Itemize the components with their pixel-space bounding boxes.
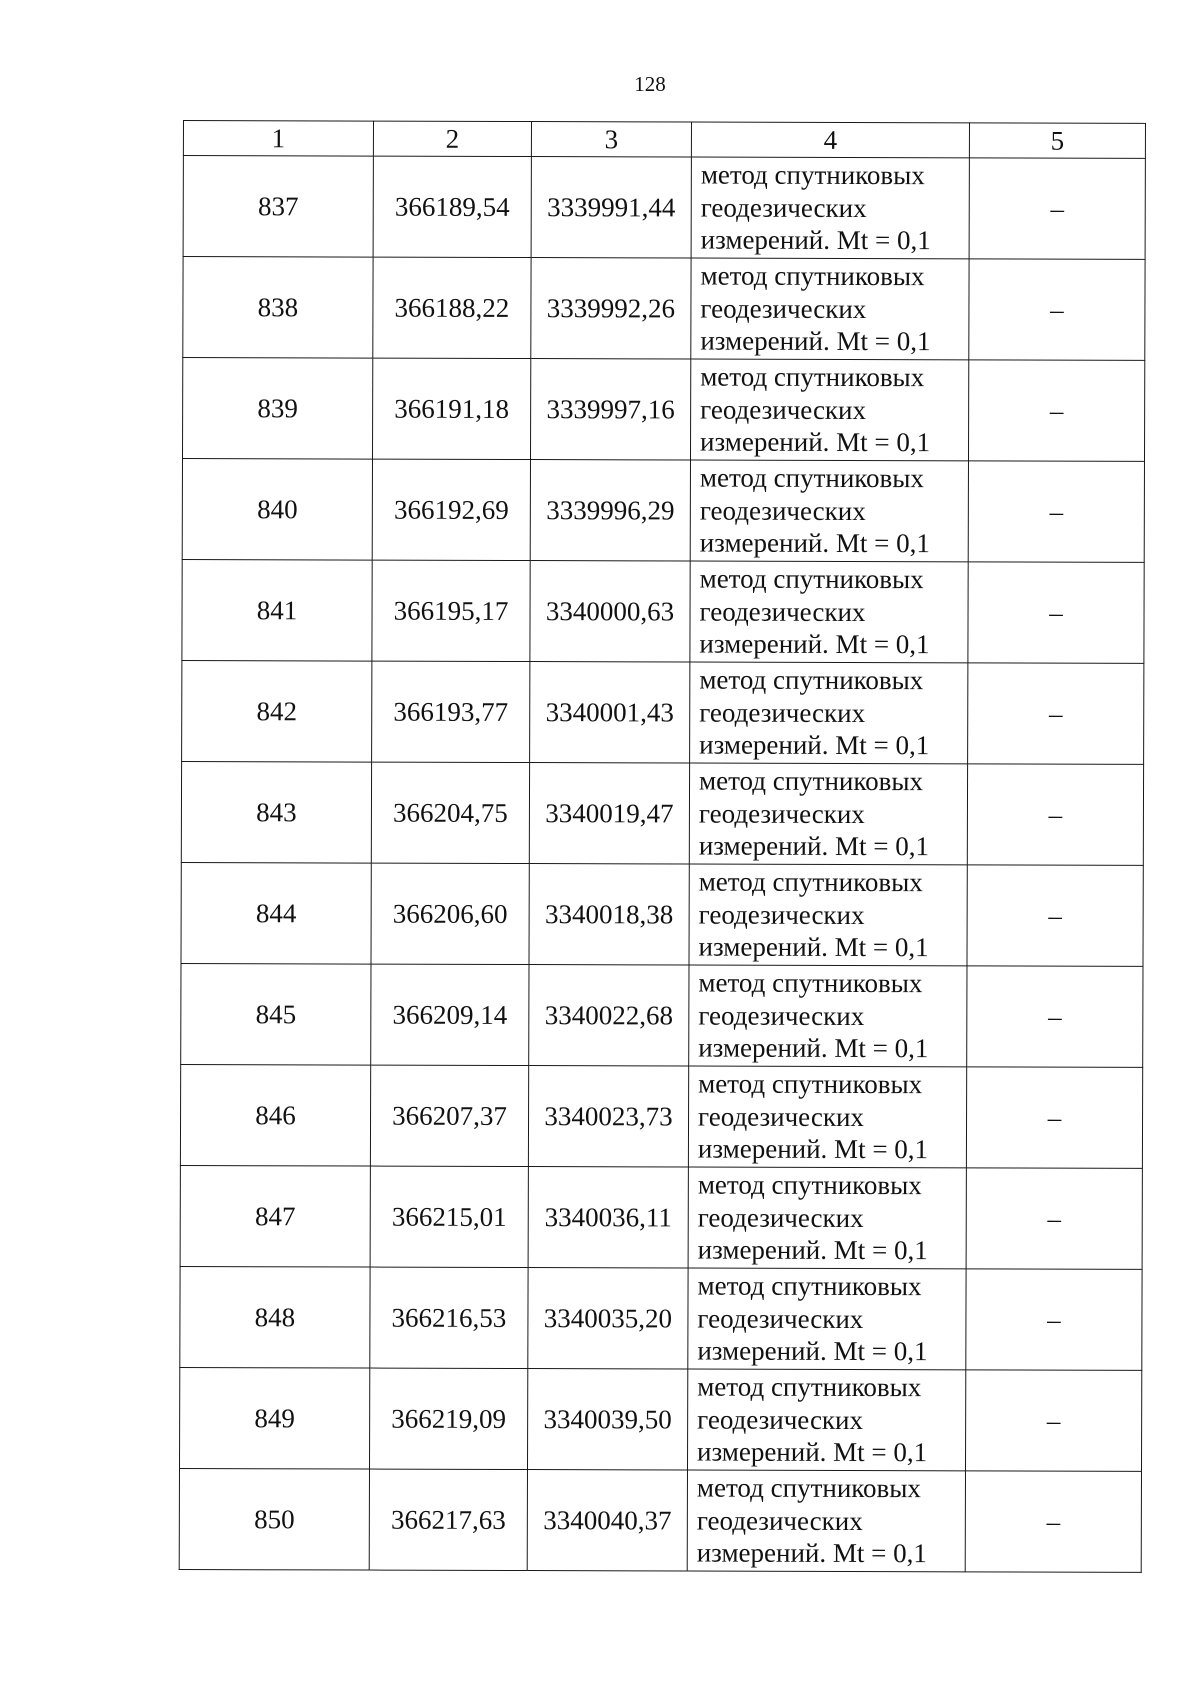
note-cell: – <box>965 1370 1141 1472</box>
point-number-cell: 849 <box>179 1367 369 1469</box>
y-coordinate-cell: 3340023,73 <box>528 1066 688 1167</box>
y-coordinate-cell: 3339992,26 <box>531 258 691 359</box>
method-line: геодезических <box>698 798 865 829</box>
x-coordinate-cell: 366191,18 <box>372 358 530 459</box>
column-header: 1 <box>183 121 373 157</box>
y-coordinate-cell: 3340022,68 <box>529 965 689 1066</box>
method-line: измерений. Mt = 0,1 <box>698 1032 929 1064</box>
note-cell: – <box>969 158 1145 260</box>
point-number-cell: 837 <box>183 156 373 258</box>
y-coordinate-cell: 3340000,63 <box>530 561 690 662</box>
method-line: измерений. Mt = 0,1 <box>700 224 931 256</box>
table-body <box>179 156 1145 1573</box>
method-cell <box>688 1066 966 1168</box>
note-cell: – <box>968 461 1144 563</box>
x-coordinate-cell: 366189,54 <box>373 156 531 257</box>
note-cell: – <box>967 865 1143 967</box>
method-line: измерений. Mt = 0,1 <box>700 325 931 357</box>
method-line: геодезических <box>698 1000 865 1031</box>
point-number-cell: 839 <box>182 358 372 460</box>
note-cell: – <box>968 663 1144 765</box>
note-cell: – <box>968 562 1144 664</box>
method-line: измерений. Mt = 0,1 <box>697 1436 928 1468</box>
method-line: метод спутниковых <box>698 967 923 999</box>
method-line: измерений. Mt = 0,1 <box>698 830 930 862</box>
point-number-cell: 843 <box>181 761 371 863</box>
method-cell <box>689 965 967 1067</box>
method-cell <box>690 460 968 562</box>
method-line: геодезических <box>697 1404 864 1435</box>
method-cell <box>690 561 968 663</box>
note-cell: – <box>967 764 1143 866</box>
point-number-cell: 841 <box>182 559 372 661</box>
table-row <box>182 559 1144 663</box>
column-header: 3 <box>531 122 691 157</box>
y-coordinate-cell: 3340018,38 <box>529 864 689 965</box>
point-number-cell: 846 <box>180 1064 370 1166</box>
table-row <box>181 862 1143 966</box>
note-cell: – <box>966 1269 1142 1371</box>
method-line: измерений. Mt = 0,1 <box>697 1133 929 1165</box>
coordinates-table <box>179 120 1146 1573</box>
x-coordinate-cell: 366209,14 <box>371 964 529 1065</box>
method-line: измерений. Mt = 0,1 <box>697 1335 928 1367</box>
y-coordinate-cell: 3340019,47 <box>529 763 689 864</box>
table-row <box>182 358 1144 462</box>
table-row <box>179 1367 1141 1471</box>
x-coordinate-cell: 366192,69 <box>372 459 530 560</box>
y-coordinate-cell: 3340040,37 <box>527 1470 687 1571</box>
method-line: метод спутниковых <box>700 159 925 191</box>
method-line: метод спутниковых <box>697 1169 922 1201</box>
method-line: метод спутниковых <box>697 1371 922 1403</box>
x-coordinate-cell: 366217,63 <box>369 1469 527 1570</box>
y-coordinate-cell: 3339991,44 <box>531 157 691 258</box>
method-line: геодезических <box>700 192 867 223</box>
note-cell: – <box>969 259 1145 361</box>
method-line: измерений. Mt = 0,1 <box>699 527 930 559</box>
x-coordinate-cell: 366207,37 <box>370 1065 528 1166</box>
table-row <box>182 459 1144 563</box>
point-number-cell: 844 <box>181 862 371 964</box>
table-row <box>180 1165 1142 1269</box>
x-coordinate-cell: 366193,77 <box>372 661 530 762</box>
table-header-row <box>183 121 1145 159</box>
table-row <box>179 1468 1141 1572</box>
method-line: метод спутниковых <box>699 462 924 494</box>
method-cell <box>687 1470 965 1572</box>
y-coordinate-cell: 3339997,16 <box>530 359 690 460</box>
y-coordinate-cell: 3339996,29 <box>530 460 690 561</box>
y-coordinate-cell: 3340035,20 <box>528 1268 688 1369</box>
x-coordinate-cell: 366219,09 <box>369 1368 527 1469</box>
x-coordinate-cell: 366215,01 <box>370 1166 528 1267</box>
method-line: геодезических <box>698 1101 864 1132</box>
x-coordinate-cell: 366216,53 <box>370 1267 528 1368</box>
method-line: измерений. Mt = 0,1 <box>699 729 930 761</box>
column-header: 5 <box>969 123 1145 159</box>
method-line: метод спутниковых <box>700 361 925 393</box>
method-cell <box>691 258 969 360</box>
table-row <box>182 660 1144 764</box>
method-line: метод спутниковых <box>698 866 923 898</box>
method-line: измерений. Mt = 0,1 <box>697 1234 928 1266</box>
table-row <box>183 156 1145 260</box>
method-line: метод спутниковых <box>698 1068 923 1100</box>
method-line: геодезических <box>699 495 866 526</box>
column-header: 4 <box>691 122 969 158</box>
point-number-cell: 850 <box>179 1468 369 1570</box>
method-cell <box>688 1167 966 1269</box>
note-cell: – <box>967 966 1143 1068</box>
table-row <box>181 963 1143 1067</box>
method-line: метод спутниковых <box>698 765 924 797</box>
method-line: метод спутниковых <box>699 664 924 696</box>
note-cell: – <box>966 1168 1142 1270</box>
x-coordinate-cell: 366204,75 <box>371 762 529 863</box>
method-line: геодезических <box>698 899 865 930</box>
method-line: геодезических <box>699 596 866 627</box>
method-cell <box>687 1369 965 1471</box>
method-line: метод спутниковых <box>697 1270 922 1302</box>
column-header: 2 <box>373 121 531 156</box>
method-cell <box>690 359 968 461</box>
method-line: измерений. Mt = 0,1 <box>698 931 929 963</box>
method-line: измерений. Mt = 0,1 <box>699 628 930 660</box>
note-cell: – <box>966 1067 1142 1169</box>
method-cell <box>689 864 967 966</box>
point-number-cell: 848 <box>180 1266 370 1368</box>
point-number-cell: 840 <box>182 459 372 561</box>
method-line: метод спутниковых <box>699 563 924 595</box>
y-coordinate-cell: 3340001,43 <box>530 662 690 763</box>
method-cell <box>688 1268 966 1370</box>
method-cell <box>690 662 968 764</box>
method-line: геодезических <box>697 1202 864 1233</box>
method-line: метод спутниковых <box>700 260 925 292</box>
point-number-cell: 847 <box>180 1165 370 1267</box>
x-coordinate-cell: 366188,22 <box>373 257 531 358</box>
x-coordinate-cell: 366206,60 <box>371 863 529 964</box>
y-coordinate-cell: 3340039,50 <box>527 1369 687 1470</box>
point-number-cell: 845 <box>181 963 371 1065</box>
note-cell: – <box>968 360 1144 462</box>
table-row <box>180 1064 1142 1168</box>
point-number-cell: 838 <box>183 257 373 359</box>
method-line: измерений. Mt = 0,1 <box>696 1537 927 1569</box>
method-line: геодезических <box>700 293 867 324</box>
method-line: геодезических <box>699 697 866 728</box>
method-line: метод спутниковых <box>696 1472 921 1504</box>
method-cell <box>691 157 969 259</box>
table-row <box>181 761 1143 865</box>
method-line: измерений. Mt = 0,1 <box>700 426 931 458</box>
method-line: геодезических <box>700 394 867 425</box>
table-row <box>180 1266 1142 1370</box>
table-row <box>183 257 1145 361</box>
y-coordinate-cell: 3340036,11 <box>528 1167 688 1268</box>
note-cell: – <box>965 1471 1141 1573</box>
x-coordinate-cell: 366195,17 <box>372 560 530 661</box>
method-line: геодезических <box>697 1303 864 1334</box>
point-number-cell: 842 <box>182 660 372 762</box>
page-number: 128 <box>634 72 666 96</box>
method-line: геодезических <box>696 1505 863 1536</box>
method-cell <box>689 763 967 865</box>
